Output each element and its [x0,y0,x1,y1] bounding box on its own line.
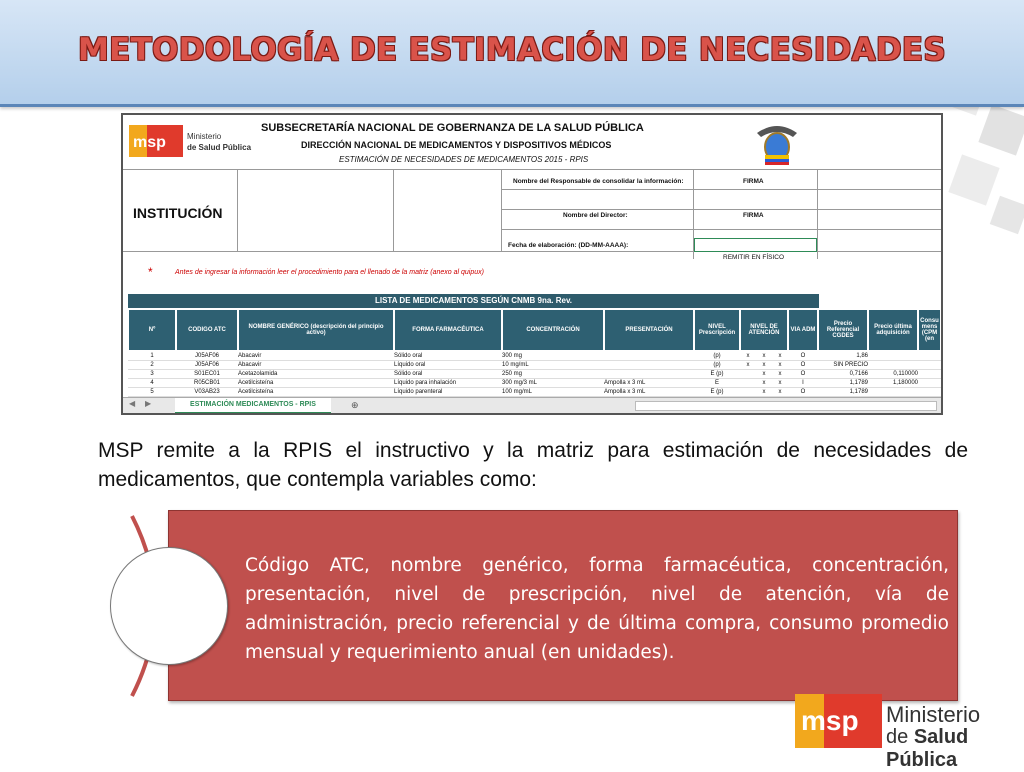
table-cell-a2[interactable]: x [762,389,766,395]
responsable-label: Nombre del Responsable de consolidar la información: [513,178,684,185]
table-cell-ultima[interactable] [868,388,918,396]
variables-text: Código ATC, nombre genérico, forma farmacéutica, concentración, presentación, nivel de prescripción, nivel de atención, vía de administración, precio referencial y de última compra, consumo promedio mensual y requerimiento anual (en unidades). [245,555,949,663]
table-cell-a3[interactable]: x [778,389,782,395]
table-cell-forma[interactable]: Líquido oral [394,362,426,368]
col-header-presentacion[interactable]: PRESENTACIÓN [604,309,694,351]
grid-line [501,229,941,230]
slide-title: METODOLOGÍA DE ESTIMACIÓN DE NECESIDADES [77,32,947,68]
org-line-1: SUBSECRETARÍA NACIONAL DE GOBERNANZA DE LA SALUD PÚBLICA [261,122,644,134]
title-bar [0,0,1024,107]
institucion-label: INSTITUCIÓN [133,205,223,221]
table-cell-n[interactable]: 3 [150,371,154,377]
table-cell-ultima[interactable] [868,361,918,369]
table-cell-a3[interactable]: x [778,371,782,377]
footer-ministerio: Ministerio [886,702,981,727]
tab-nav-right-icon[interactable]: ▶ [145,399,152,408]
table-cell-nombre[interactable]: Acetilcisteína [238,389,274,395]
col-header-forma[interactable]: FORMA FARMACÉUTICA [394,309,502,351]
asterisk-mark: * [148,265,153,279]
table-cell-nivel[interactable]: E [714,380,719,386]
table-cell-conc[interactable]: 300 mg/3 mL [502,380,538,386]
msp-logo-footer [795,690,883,754]
grid-line [817,169,818,259]
col-header-nombre[interactable]: NOMBRE GENÉRICO (descripción del principio activo) [238,309,394,351]
firma-2: FIRMA [743,212,764,219]
table-cell-ultima[interactable]: 0,110000 [893,371,918,377]
table-cell-forma[interactable]: Líquido para inhalación [394,380,457,386]
table-cell-a1[interactable]: x [746,353,750,359]
table-cell-nombre[interactable]: Abacavir [238,362,262,368]
logo-small-line1: Ministerio [187,132,222,141]
table-cell-nivel[interactable]: (p) [713,353,721,359]
table-cell-ultima[interactable]: 1,180000 [892,380,918,386]
col-header-nivel[interactable]: NIVEL Prescripción [694,309,740,351]
table-cell-forma[interactable]: Sólido oral [394,353,423,359]
col-header-consumo[interactable]: Consu mens (CPM (en [918,309,941,351]
grid-line [237,169,238,251]
footer-salud-publica-bold: Salud Pública [886,726,969,771]
col-header-atc[interactable]: CODIGO ATC [176,309,238,351]
table-cell-via[interactable]: O [800,389,806,395]
table-cell-a3[interactable]: x [778,380,782,386]
firma-1: FIRMA [743,178,764,185]
sheet-tab-bar [123,397,941,414]
horizontal-scrollbar[interactable] [635,401,937,411]
table-cell-pres[interactable] [604,370,694,378]
table-cell-via[interactable]: O [800,371,806,377]
msp-logo-small [129,125,253,161]
table-cell-conc[interactable]: 300 mg [502,353,523,359]
table-cell-precio[interactable]: 0,7166 [849,371,868,377]
table-cell-pres[interactable] [604,352,694,360]
table-cell-via[interactable]: I [802,380,804,386]
svg-text:msp: msp [133,134,166,151]
table-cell-precio[interactable]: 1,1789 [849,389,868,395]
footer-salud-publica: de Salud Pública [886,726,969,771]
table-cell-a1[interactable]: x [746,362,750,368]
sheet-header [123,115,941,170]
table-cell-pres[interactable] [604,361,694,369]
grid-line [501,209,941,210]
table-cell-a3[interactable]: x [778,362,782,368]
table-cell-nivel[interactable]: (p) [713,362,721,368]
decorative-circle [110,547,228,665]
table-row[interactable] [128,352,941,361]
warning-text: Antes de ingresar la información leer el procedimiento para el llenado de la matriz (anexo al quipux) [175,269,484,276]
col-header-n[interactable]: Nº [128,309,176,351]
spreadsheet-image [121,113,943,415]
table-cell-precio[interactable]: 1,1789 [849,380,868,386]
table-cell-n[interactable]: 1 [150,353,154,359]
table-cell-n[interactable]: 4 [150,380,154,386]
grid-line [123,251,941,252]
table-cell-a1[interactable] [740,370,756,378]
svg-text:msp: msp [801,705,859,736]
table-cell-a2[interactable]: x [762,380,766,386]
table-cell-precio[interactable]: 1,86 [856,353,868,359]
variables-box [168,510,958,701]
table-cell-forma[interactable]: Sólido oral [394,371,423,377]
table-cell-a1[interactable] [740,388,756,396]
table-cell-via[interactable]: O [800,362,806,368]
col-header-atencion[interactable]: NIVEL DE ATENCIÓN [740,309,788,351]
table-cell-a2[interactable]: x [762,362,766,368]
org-line-2: DIRECCIÓN NACIONAL DE MEDICAMENTOS Y DISPOSITIVOS MÉDICOS [301,140,612,150]
fecha-label: Fecha de elaboración: (DD-MM-AAAA): [508,242,629,249]
director-label: Nombre del Director: [563,212,628,219]
table-cell-precio[interactable]: SIN PRECIO [833,362,868,368]
coat-of-arms-icon [749,119,805,167]
table-cell-nivel[interactable]: E (p) [710,371,724,377]
table-cell-ultima[interactable] [868,352,918,360]
col-header-concentracion[interactable]: CONCENTRACIÓN [502,309,604,351]
table-cell-pres[interactable]: Ampolla x 3 mL [604,389,646,395]
tab-nav-left-icon[interactable]: ◀ [129,399,136,408]
table-cell-a2[interactable]: x [762,371,766,377]
table-cell-nombre[interactable]: Acetazolamida [238,371,278,377]
table-row[interactable] [128,370,941,379]
table-cell-atc[interactable]: S01EC01 [194,371,220,377]
org-line-3: ESTIMACIÓN DE NECESIDADES DE MEDICAMENTOS 2015 - RPIS [339,155,589,164]
table-cell-atc[interactable]: J05AF06 [194,353,219,359]
grid-line [393,169,394,251]
table-cell-nombre[interactable]: Abacavir [238,353,262,359]
tab-estimacion[interactable]: ESTIMACIÓN MEDICAMENTOS - RPIS [175,398,331,414]
col-header-precio[interactable]: Precio Referencial CGDES [818,309,868,351]
list-band: LISTA DE MEDICAMENTOS SEGÚN CNMB 9na. Rev. [128,294,819,308]
table-cell-conc[interactable]: 100 mg/mL [502,389,533,395]
table-cell-a3[interactable]: x [778,353,782,359]
remitir-label: REMITIR EN FÍSICO [723,254,785,261]
intro-paragraph: MSP remite a la RPIS el instructivo y la matriz para estimación de necesidades de medicamentos, que contempla variables como: [98,439,968,491]
table-row[interactable] [128,388,941,397]
table-row[interactable] [128,361,941,370]
table-cell-nivel[interactable]: E (p) [710,389,724,395]
grid-line [501,189,941,190]
table-cell-a2[interactable]: x [762,353,766,359]
table-cell-a1[interactable] [740,379,756,387]
table-cell-atc[interactable]: J05AF06 [194,362,219,368]
table-cell-n[interactable]: 5 [150,389,154,395]
table-cell-nombre[interactable]: Acetilcisteína [238,380,274,386]
table-cell-n[interactable]: 2 [150,362,154,368]
table-cell-forma[interactable]: Líquido parenteral [394,389,443,395]
add-sheet-icon[interactable]: ⊕ [351,400,359,410]
logo-small-line2: de Salud Pública [187,143,252,152]
table-cell-atc[interactable]: V03AB23 [194,389,220,395]
col-header-via[interactable]: VIA ADM [788,309,818,351]
selected-cell[interactable] [694,238,817,252]
col-header-ultima[interactable]: Precio última adquisición [868,309,918,351]
table-cell-atc[interactable]: R05CB01 [193,380,220,386]
table-row[interactable] [128,379,941,388]
table-cell-via[interactable]: O [800,353,806,359]
table-cell-conc[interactable]: 10 mg/mL [502,362,529,368]
grid-line [501,169,502,251]
table-cell-conc[interactable]: 250 mg [502,371,523,377]
table-cell-pres[interactable]: Ampolla x 3 mL [604,380,646,386]
